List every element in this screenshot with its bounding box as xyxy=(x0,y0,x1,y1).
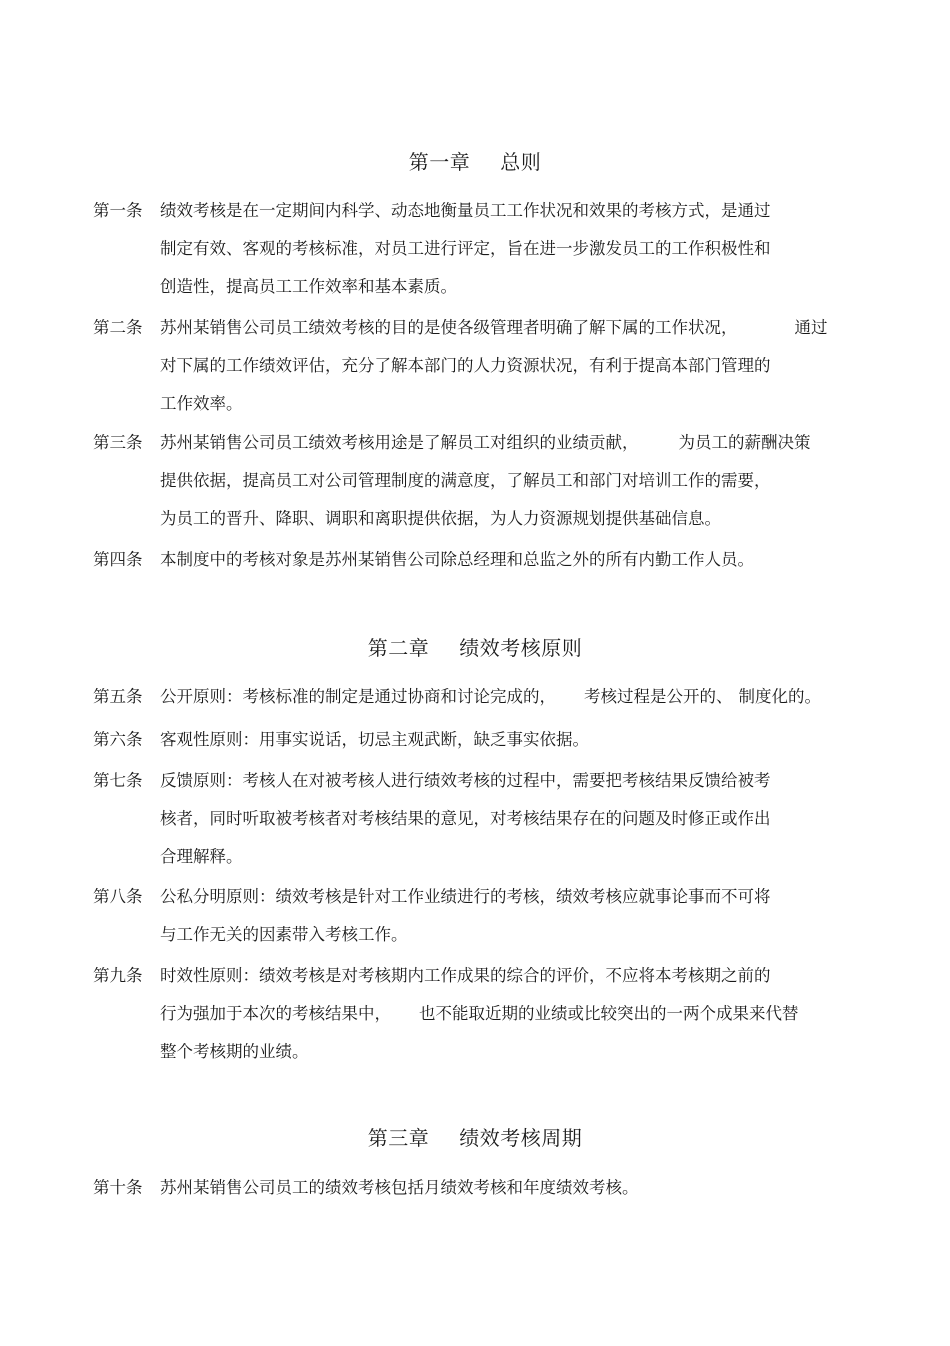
article-text: 为员工的晋升、降职、调职和离职提供依据，为人力资源规划提供基础信息。 xyxy=(160,509,721,528)
article-text: 整个考核期的业绩。 xyxy=(160,1042,309,1061)
chapter-name: 绩效考核原则 xyxy=(459,636,583,660)
article-number: 第五条 xyxy=(93,687,143,706)
chapter-title xyxy=(0,634,950,662)
article-text-group xyxy=(160,431,811,455)
article-text: 制定有效、客观的考核标准，对员工进行评定，旨在进一步激发员工的工作积极性和 xyxy=(160,239,771,258)
article-number: 第一条 xyxy=(93,201,143,220)
article xyxy=(93,316,873,430)
article-text: 合理解释。 xyxy=(160,847,243,866)
article xyxy=(93,548,873,586)
article-text-group xyxy=(160,316,828,340)
article-text: 创造性，提高员工工作效率和基本素质。 xyxy=(160,277,457,296)
article-text: 公开原则：考核标准的制定是通过协商和讨论完成的， xyxy=(160,687,556,706)
article-number: 第六条 xyxy=(93,730,143,749)
article-text-group xyxy=(160,1002,799,1026)
chapter-title xyxy=(0,1124,950,1152)
article-text: 对下属的工作绩效评估，充分了解本部门的人力资源状况，有利于提高本部门管理的 xyxy=(160,356,771,375)
article-text: 行为强加于本次的考核结果中， xyxy=(160,1004,391,1023)
article-number: 第二条 xyxy=(93,318,143,337)
article-text: 制度化的。 xyxy=(738,687,821,706)
article xyxy=(93,885,873,961)
article xyxy=(93,769,873,883)
chapter-name: 绩效考核周期 xyxy=(459,1126,583,1150)
article-text: 提供依据，提高员工对公司管理制度的满意度，了解员工和部门对培训工作的需要， xyxy=(160,471,771,490)
article-number: 第四条 xyxy=(93,550,143,569)
article-number: 第七条 xyxy=(93,771,143,790)
article xyxy=(93,1176,873,1214)
article-text: 反馈原则：考核人在对被考核人进行绩效考核的过程中，需要把考核结果反馈给被考 xyxy=(160,771,771,790)
article-text: 苏州某销售公司员工绩效考核的目的是使各级管理者明确了解下属的工作状况， xyxy=(160,318,738,337)
article-text-group xyxy=(160,685,821,709)
article-text: 本制度中的考核对象是苏州某销售公司除总经理和总监之外的所有内勤工作人员。 xyxy=(160,550,754,569)
article-text: 苏州某销售公司员工的绩效考核包括月绩效考核和年度绩效考核。 xyxy=(160,1178,639,1197)
article-text: 通过 xyxy=(794,318,828,337)
article-text: 也不能取近期的业绩或比较突出的一两个成果来代替 xyxy=(419,1004,799,1023)
article xyxy=(93,964,873,1078)
chapter-number: 第三章 xyxy=(367,1126,430,1150)
article xyxy=(93,728,873,766)
article xyxy=(93,431,873,545)
article-number: 第九条 xyxy=(93,966,143,985)
article-text: 苏州某销售公司员工绩效考核用途是了解员工对组织的业绩贡献， xyxy=(160,433,639,452)
article xyxy=(93,199,873,313)
article-text: 核者，同时听取被考核者对考核结果的意见，对考核结果存在的问题及时修正或作出 xyxy=(160,809,771,828)
chapter-name: 总则 xyxy=(500,150,542,174)
article-text: 公私分明原则：绩效考核是针对工作业绩进行的考核，绩效考核应就事论事而不可将 xyxy=(160,887,771,906)
article-text: 为员工的薪酬决策 xyxy=(678,433,811,452)
article-text: 时效性原则：绩效考核是对考核期内工作成果的综合的评价，不应将本考核期之前的 xyxy=(160,966,771,985)
chapter-number: 第一章 xyxy=(408,150,471,174)
article-number: 第八条 xyxy=(93,887,143,906)
article-text: 工作效率。 xyxy=(160,394,243,413)
article-text: 与工作无关的因素带入考核工作。 xyxy=(160,925,408,944)
article-text: 绩效考核是在一定期间内科学、动态地衡量员工工作状况和效果的考核方式，是通过 xyxy=(160,201,771,220)
chapter-title xyxy=(0,148,950,176)
article-number: 第三条 xyxy=(93,433,143,452)
article-number: 第十条 xyxy=(93,1178,143,1197)
chapter-number: 第二章 xyxy=(367,636,430,660)
article-text: 客观性原则：用事实说话，切忌主观武断，缺乏事实依据。 xyxy=(160,730,589,749)
article xyxy=(93,685,873,723)
article-text: 考核过程是公开的、 xyxy=(584,687,733,706)
